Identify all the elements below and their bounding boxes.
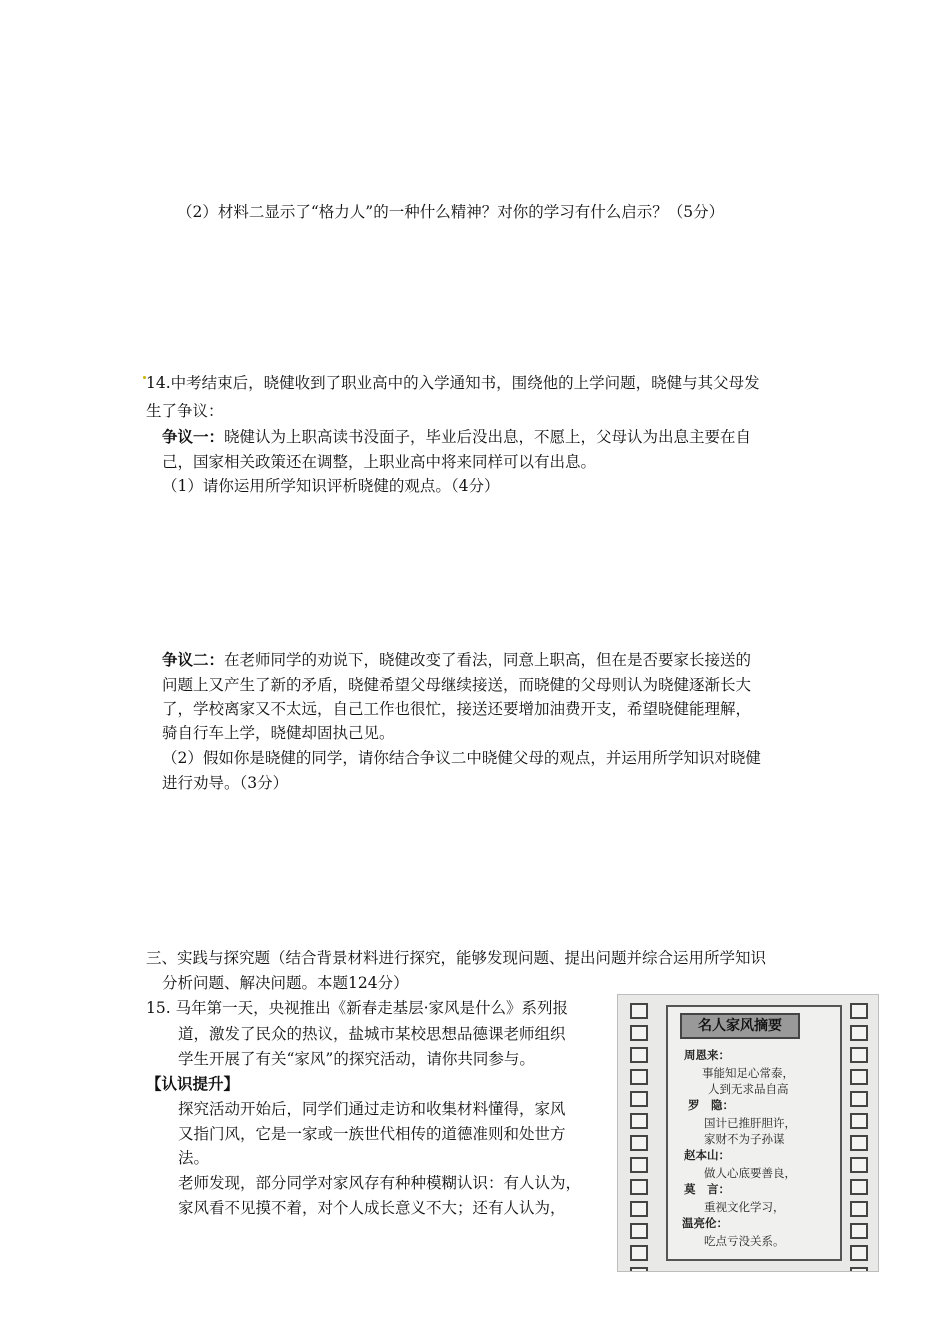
film-reel-right bbox=[850, 1003, 868, 1272]
recognition-p2-line1: 老师发现，部分同学对家风存有种种模糊认识：有人认为， bbox=[178, 1174, 582, 1192]
dispute2-line1 bbox=[162, 648, 751, 672]
dispute2-line2: 问题上又产生了新的矛盾，晓健希望父母继续接送，而晓健的父母则认为晓健逐渐长大 bbox=[162, 676, 752, 694]
motto-quote: 国计已推肝胆许， bbox=[704, 1116, 796, 1130]
dispute1-text: 晓健认为上职高读书没面子，毕业后没出息，不愿上，父母认为出息主要在自 bbox=[224, 428, 752, 446]
dispute1-line1 bbox=[162, 425, 751, 449]
motto-quote: 吃点亏没关系。 bbox=[704, 1234, 785, 1248]
q14-part1: （1）请你运用所学知识评析晓健的观点。（4分） bbox=[162, 477, 500, 495]
motto-quote: 人到无求品自高 bbox=[708, 1082, 789, 1096]
q14-intro-line2: 生了争议： bbox=[146, 402, 224, 420]
motto-name: 莫 言： bbox=[684, 1182, 730, 1196]
q15-line3: 学生开展了有关“家风”的探究活动，请你共同参与。 bbox=[178, 1050, 535, 1068]
family-motto-image bbox=[617, 994, 879, 1272]
motto-card bbox=[666, 1005, 842, 1261]
recognition-p2-line2: 家风看不见摸不着，对个人成长意义不大；还有人认为， bbox=[178, 1199, 566, 1217]
motto-name: 罗 隐： bbox=[688, 1098, 734, 1112]
motto-quote: 做人心底要善良， bbox=[704, 1166, 796, 1180]
dispute2-text: 在老师同学的劝说下，晓健改变了看法，同意上职高，但在是否要家长接送的 bbox=[224, 651, 752, 669]
film-reel-left bbox=[630, 1003, 648, 1272]
dispute1-line2: 己，国家相关政策还在调整，上职业高中将来同样可以有出息。 bbox=[162, 453, 597, 471]
q14-part2-line1: （2）假如你是晓健的同学，请你结合争议二中晓健父母的观点，并运用所学知识对晓健 bbox=[162, 749, 761, 767]
dispute2-line3: 了，学校离家又不太远，自己工作也很忙，接送还要增加油费开支，希望晓健能理解， bbox=[162, 700, 752, 718]
motto-name: 周恩来： bbox=[684, 1048, 730, 1062]
q13-part2: （2）材料二显示了“格力人”的一种什么精神？对你的学习有什么启示？（5分） bbox=[177, 203, 725, 221]
recognition-p1-line2: 又指门风，它是一家或一族世代相传的道德准则和处世方 bbox=[178, 1125, 566, 1143]
recognition-p1-line1: 探究活动开始后，同学们通过走访和收集材料懂得，家风 bbox=[178, 1100, 566, 1118]
recognition-p1-line3: 法。 bbox=[178, 1149, 210, 1167]
q15-line1: 15. 马年第一天，央视推出《新春走基层·家风是什么》系列报 bbox=[146, 999, 569, 1017]
section3-heading-line1: 三、实践与探究题（结合背景材料进行探究，能够发现问题、提出问题并综合运用所学知识 bbox=[146, 949, 767, 967]
dispute2-label: 争议二： bbox=[162, 650, 225, 669]
section3-heading-line2: 分析问题、解决问题。本题124分） bbox=[162, 974, 409, 992]
motto-quote: 重视文化学习， bbox=[704, 1200, 785, 1214]
motto-name: 温亮伦： bbox=[682, 1216, 728, 1230]
motto-card-title: 名人家风摘要 bbox=[680, 1013, 800, 1039]
recognition-heading: 【认识提升】 bbox=[146, 1074, 240, 1093]
q14-part2-line2: 进行劝导。（3分） bbox=[162, 774, 289, 792]
motto-name: 赵本山： bbox=[684, 1148, 730, 1162]
motto-quote: 事能知足心常泰， bbox=[702, 1066, 794, 1080]
q15-line2: 道，激发了民众的热议，盐城市某校思想品德课老师组织 bbox=[178, 1025, 566, 1043]
dispute1-label: 争议一： bbox=[162, 427, 225, 446]
motto-quote: 家财不为子孙谋 bbox=[704, 1132, 785, 1146]
dispute2-line4: 骑自行车上学，晓健却固执己见。 bbox=[162, 724, 395, 742]
q14-intro-line1: 14.中考结束后，晓健收到了职业高中的入学通知书，围绕他的上学问题，晓健与其父母发 bbox=[146, 374, 760, 392]
